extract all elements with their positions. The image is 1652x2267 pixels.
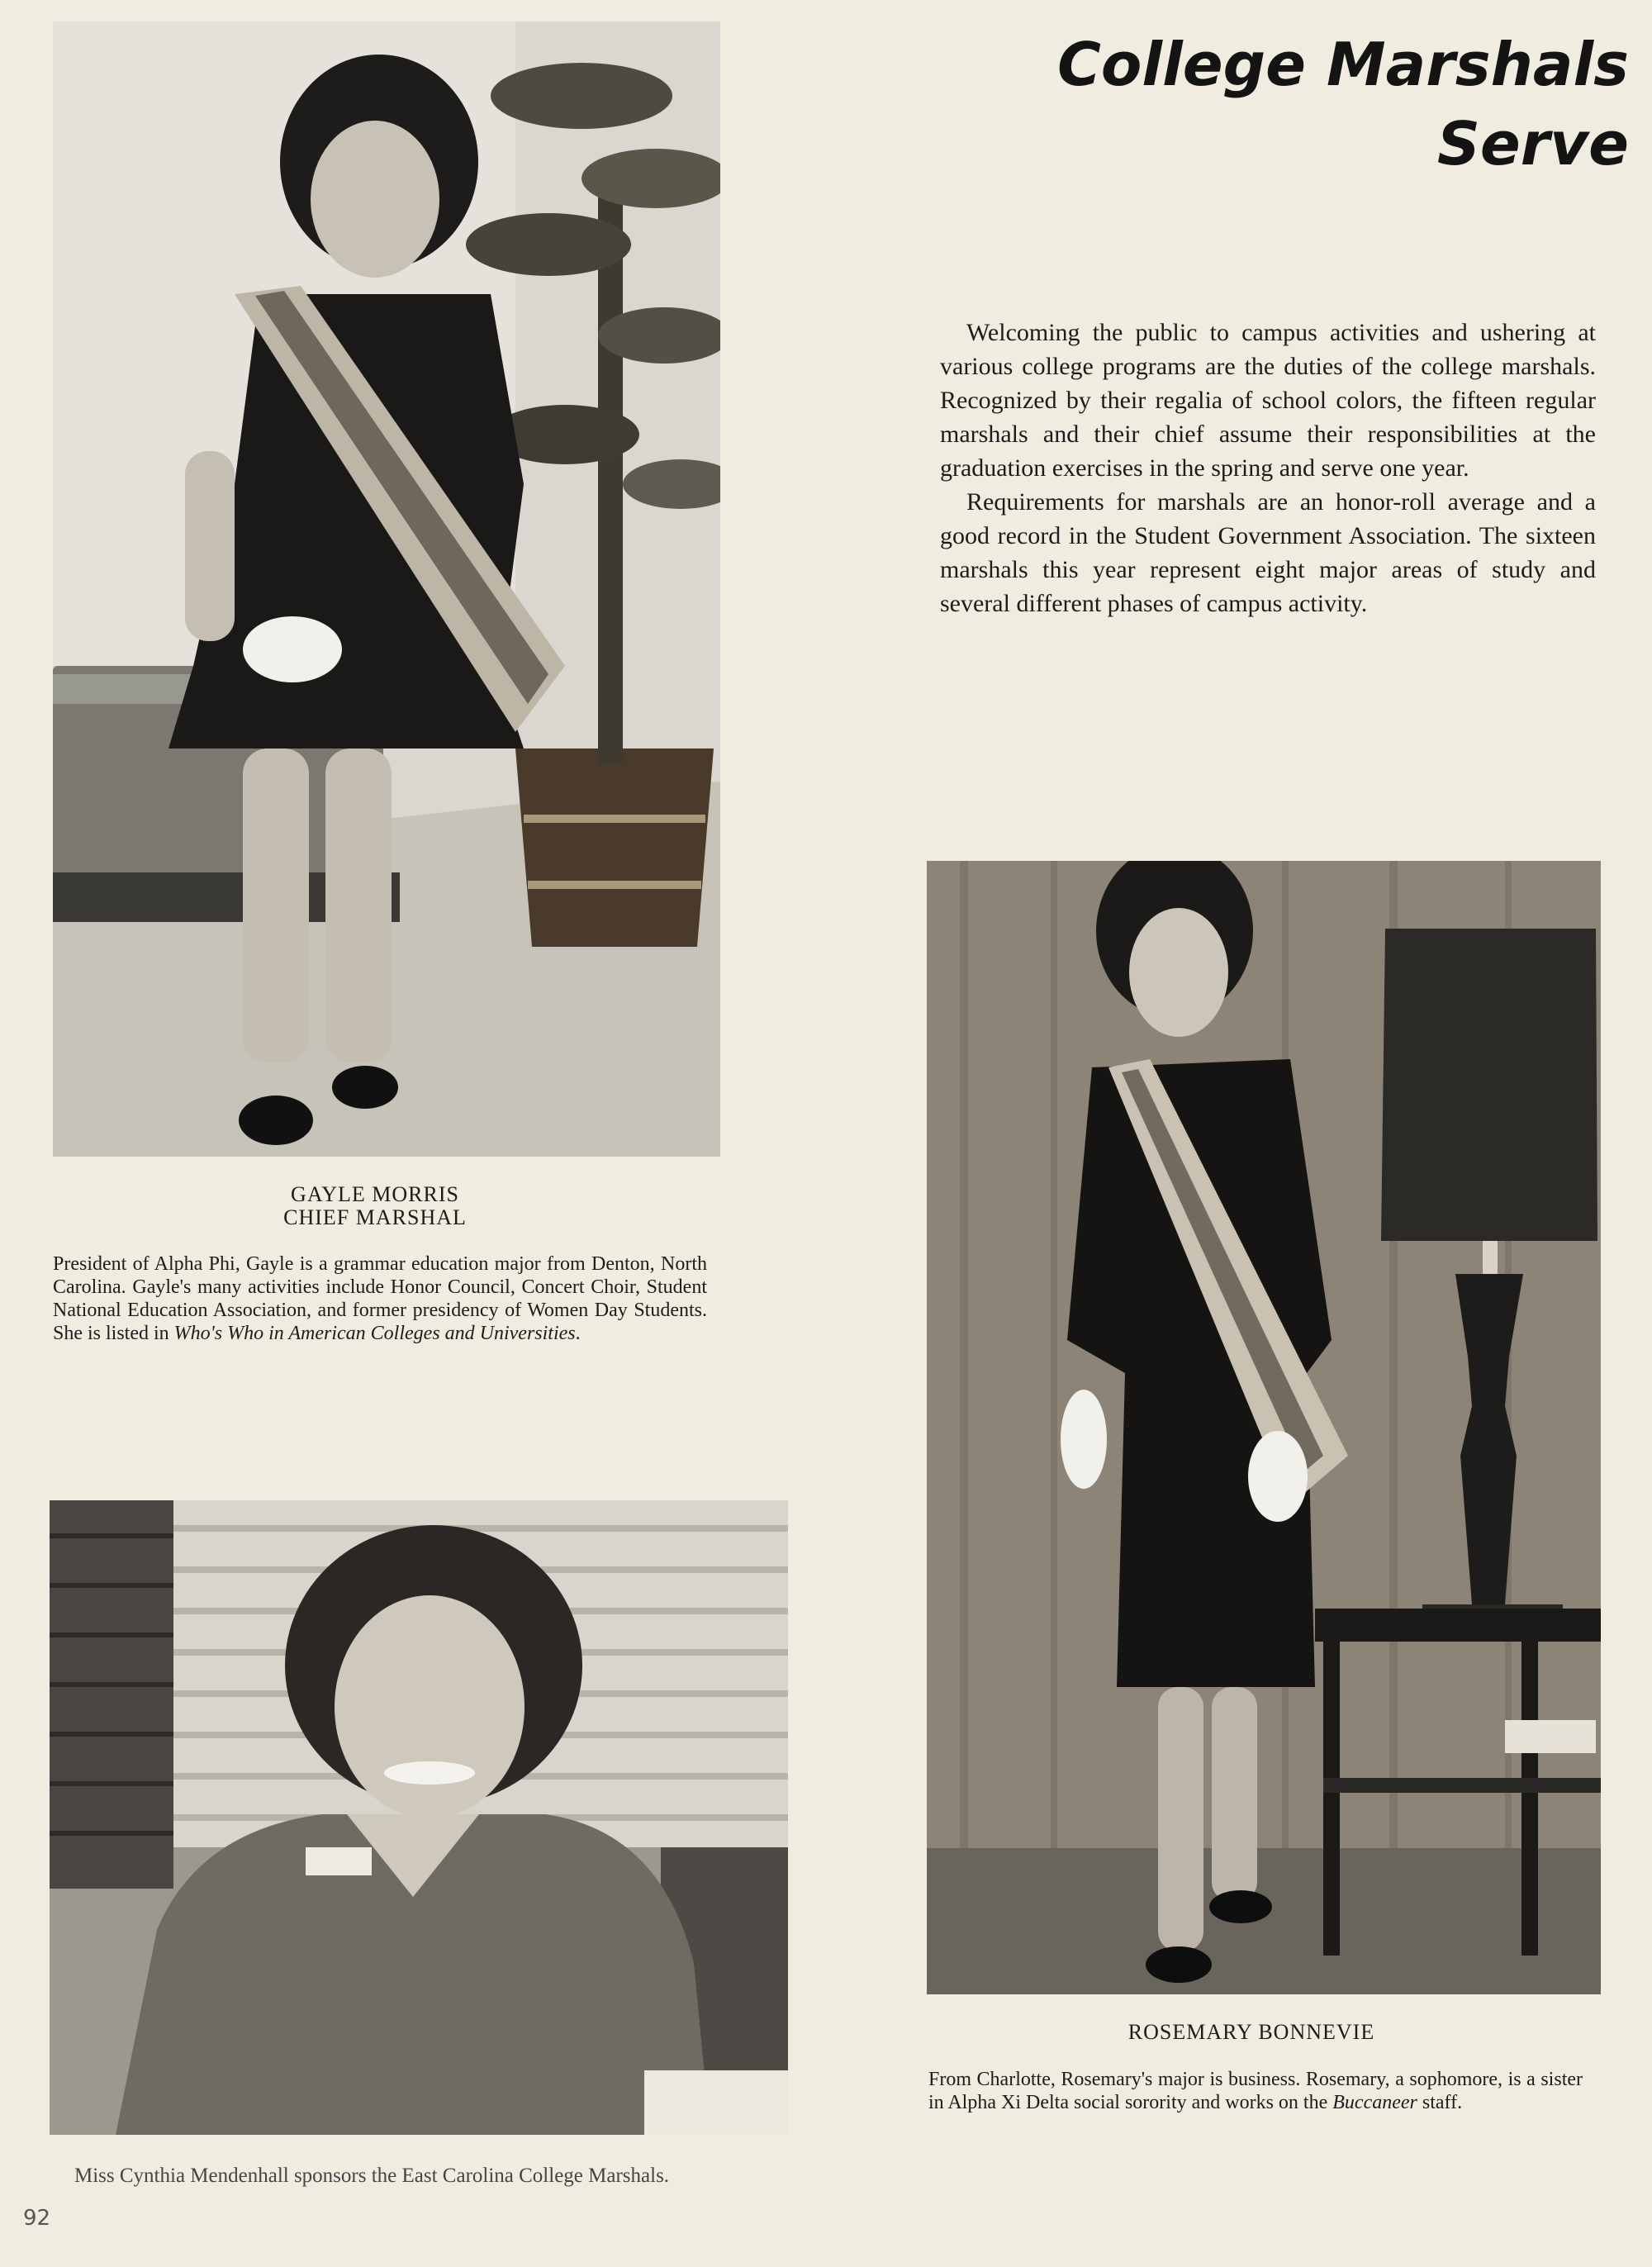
page-headline — [885, 25, 1629, 183]
photo-rosemary-bonnevie — [927, 861, 1601, 1994]
headline-line-2: Serve — [1437, 109, 1629, 178]
intro-paragraph-1: Welcoming the public to campus activities and ushering at various college programs are the duties of the college marshals. Recognized by their regalia of school colors, the fifteen regular marshals and their chief assume their responsibilities at the graduation exercises in the spring and serve one year. — [940, 319, 1596, 482]
gayle-body-end: . — [575, 1323, 581, 1344]
caption-cynthia: Miss Cynthia Mendenhall sponsors the East Carolina College Marshals. — [74, 2165, 670, 2187]
caption-rosemary-body — [928, 2068, 1583, 2114]
gayle-body-text: President of Alpha Phi, Gayle is a grammar education major from Denton, North Carolina. Gayle's many activities include Honor Council, Concert Choir, Student National Education Association, and former presidency of Women Day Students. She is listed in — [53, 1253, 707, 1344]
rosemary-body-text: From Charlotte, Rosemary's major is business. Rosemary, a sophomore, is a sister in Alpha Xi Delta social sorority and works on the — [928, 2069, 1583, 2113]
caption-gayle-body — [53, 1252, 707, 1345]
intro-paragraph-2: Requirements for marshals are an honor-roll average and a good record in the Student Government Association. The sixteen marshals this year represent eight major areas of study and several different phases of campus activity. — [940, 488, 1596, 617]
page-number: 92 — [23, 2206, 51, 2231]
caption-gayle-name — [53, 1183, 697, 1229]
rosemary-body-italic: Buccaneer — [1332, 2092, 1417, 2113]
rosemary-name: ROSEMARY BONNEVIE — [1127, 2020, 1375, 2044]
rosemary-body-end: staff. — [1417, 2092, 1463, 2113]
headline-line-1: College Marshals — [1057, 30, 1629, 99]
gayle-title: CHIEF MARSHAL — [283, 1205, 467, 1229]
intro-text — [940, 316, 1596, 620]
gayle-body-italic: Who's Who in American Colleges and Universities — [173, 1323, 576, 1344]
gayle-name: GAYLE MORRIS — [291, 1182, 459, 1206]
photo-gayle-morris — [53, 21, 720, 1157]
photo-cynthia-mendenhall — [50, 1500, 788, 2135]
